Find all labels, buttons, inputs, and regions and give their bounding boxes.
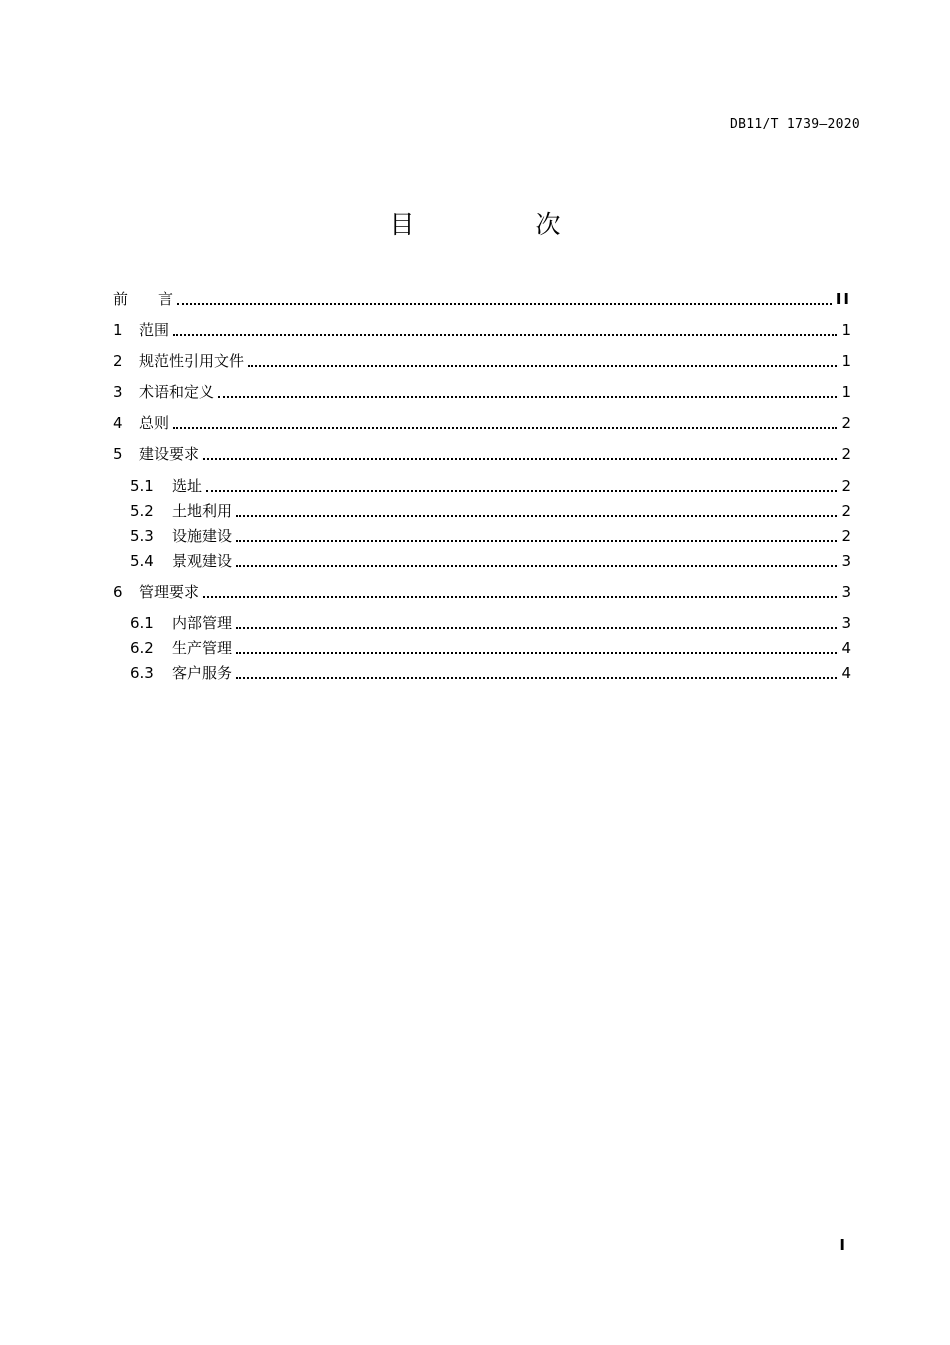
toc-entry-page: 2	[841, 527, 851, 545]
toc-entry-number: 5.3	[130, 527, 154, 545]
toc-entry-label: 客户服务	[172, 664, 233, 682]
toc-entry[interactable]	[113, 317, 851, 339]
toc-entry-page: 3	[841, 583, 851, 601]
toc-dot-leader	[236, 677, 837, 679]
toc-title: 目 次	[389, 210, 609, 239]
toc-entry-label: 建设要求	[139, 445, 200, 463]
toc-entry[interactable]	[130, 635, 851, 657]
toc-entry-label: 规范性引用文件	[139, 352, 245, 370]
toc-dot-leader	[236, 540, 837, 542]
toc-entry-number: 5	[113, 445, 123, 463]
toc-entry-page: 2	[841, 477, 851, 495]
toc-dot-leader	[236, 565, 837, 567]
toc-entry-label: 总则	[139, 414, 170, 432]
toc-entry-number: 3	[113, 383, 123, 401]
toc-entry-number: 6.3	[130, 664, 154, 682]
toc-dot-leader	[248, 365, 837, 367]
toc-entry[interactable]	[130, 498, 851, 520]
toc-dot-leader	[236, 652, 837, 654]
toc-entry[interactable]	[113, 286, 851, 308]
toc-entry-number: 5.4	[130, 552, 154, 570]
toc-entry-page: 2	[841, 445, 851, 463]
toc-entry-label: 土地利用	[172, 502, 233, 520]
toc-entry-label: 景观建设	[172, 552, 233, 570]
toc-entry-number: 6.2	[130, 639, 154, 657]
toc-entry[interactable]	[130, 660, 851, 682]
toc-entry[interactable]	[113, 379, 851, 401]
toc-entry-page: 3	[841, 614, 851, 632]
toc-dot-leader	[203, 458, 837, 460]
toc-dot-leader	[206, 490, 837, 492]
page-number: I	[839, 1236, 845, 1254]
toc-entry-label: 选址	[172, 477, 203, 495]
toc-entry[interactable]	[130, 548, 851, 570]
toc-entry[interactable]	[130, 610, 851, 632]
toc-entry-number: 6.1	[130, 614, 154, 632]
toc-entry-page: 2	[841, 502, 851, 520]
toc-entry-label: 生产管理	[172, 639, 233, 657]
toc-entry[interactable]	[113, 579, 851, 601]
toc-entry[interactable]	[130, 473, 851, 495]
toc-entry[interactable]	[113, 348, 851, 370]
toc-entry-page: 1	[841, 383, 851, 401]
toc-entry-number: 2	[113, 352, 123, 370]
toc-entry-page: 1	[841, 321, 851, 339]
toc-entry-label: 范围	[139, 321, 170, 339]
toc-entry-label: 设施建设	[172, 527, 233, 545]
toc-entry-number: 5.2	[130, 502, 154, 520]
toc-entry-page: II	[835, 290, 851, 308]
toc-entry[interactable]	[130, 523, 851, 545]
toc-entry-label: 前 言	[113, 290, 174, 308]
toc-dot-leader	[218, 396, 837, 398]
toc-entry-page: 1	[841, 352, 851, 370]
toc-entry-number: 6	[113, 583, 123, 601]
toc-entry-page: 4	[841, 664, 851, 682]
toc-entry-page: 4	[841, 639, 851, 657]
toc-dot-leader	[177, 303, 832, 305]
toc-entry-label: 管理要求	[139, 583, 200, 601]
toc-entry-number: 4	[113, 414, 123, 432]
toc-dot-leader	[203, 596, 837, 598]
toc-dot-leader	[236, 627, 837, 629]
document-code: DB11/T 1739—2020	[729, 117, 860, 132]
toc-entry-label: 内部管理	[172, 614, 233, 632]
toc-entry-label: 术语和定义	[139, 383, 215, 401]
toc-dot-leader	[236, 515, 837, 517]
toc-entry[interactable]	[113, 410, 851, 432]
toc-dot-leader	[173, 427, 837, 429]
toc-entry-number: 1	[113, 321, 123, 339]
toc-entry-page: 3	[841, 552, 851, 570]
toc-entry[interactable]	[113, 441, 851, 463]
toc-entry-number: 5.1	[130, 477, 154, 495]
toc-entry-page: 2	[841, 414, 851, 432]
toc-dot-leader	[173, 334, 837, 336]
